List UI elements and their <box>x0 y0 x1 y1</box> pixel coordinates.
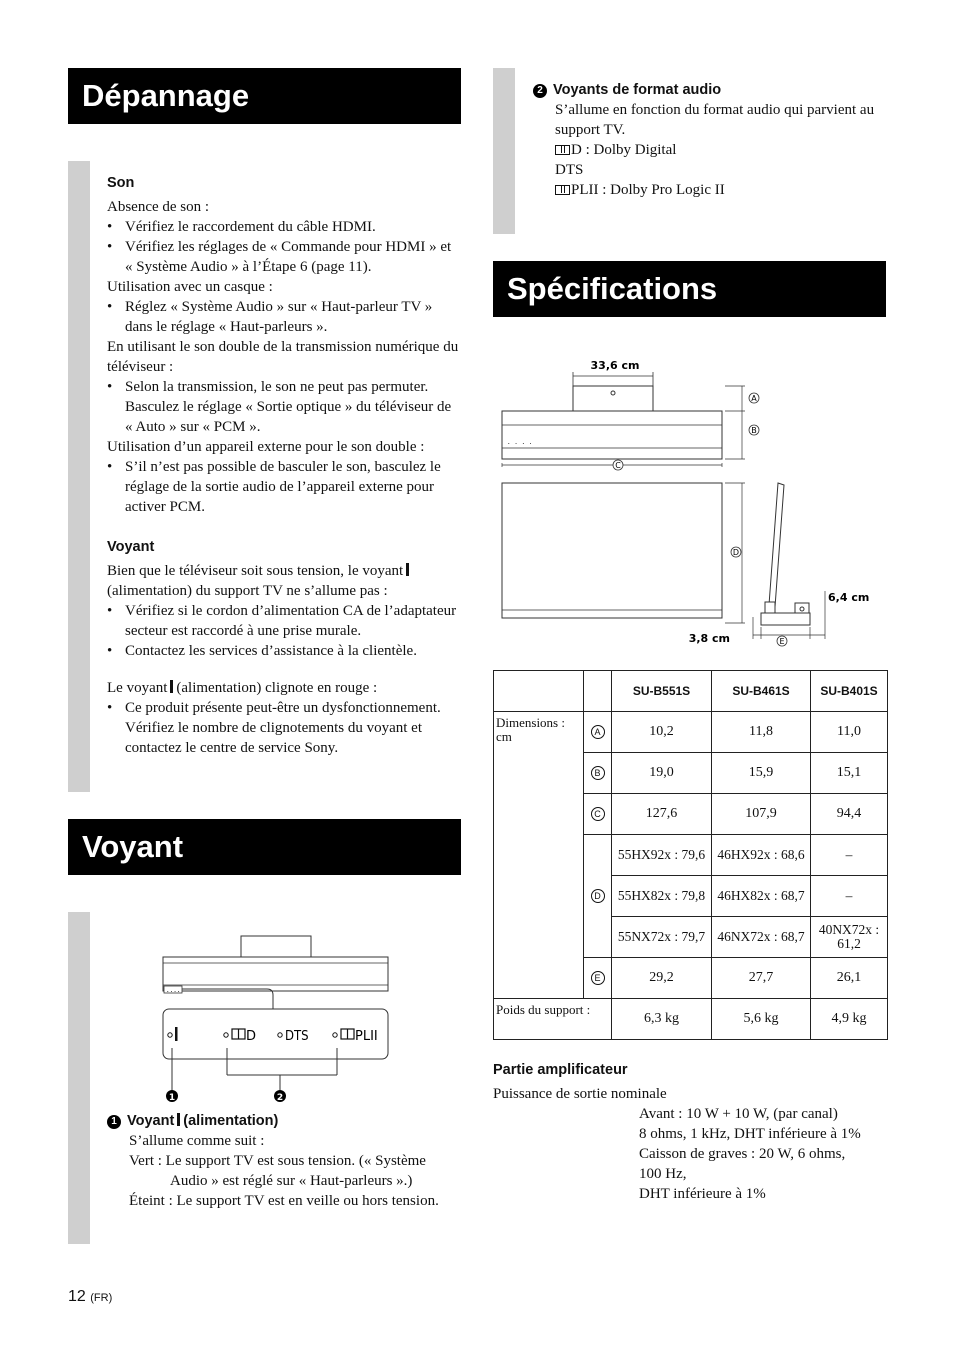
voyant-paragraph-1: Bien que le téléviseur soit sous tension, le voyant (alimentation) du support TV ne s’allume pas : <box>107 561 459 601</box>
voyant-section-title: Voyant <box>68 819 461 875</box>
page-number: 12 (FR) <box>68 1288 113 1305</box>
section-sidebar-bar <box>493 68 515 234</box>
power-icon <box>170 680 173 693</box>
spec-table: SU-B551S SU-B461S SU-B401S Dimensions : cm A 10,2 11,8 11,0 B 19,0 15,9 15,1 C 127,6 107,9 94,4 D 55HX92x : 79,6 46HX92x : 68,6 – 55HX82x : 79,8 46HX82x : 68,7 – 55NX72x : 79,7 46NX72x : 68,7 40NX72x : 61,2 E 29,2 27,7 26,1 Poids du support : 6,3 kg 5,6 kg 4,9 kg <box>493 670 888 1040</box>
dimensions-label: Dimensions : cm <box>494 712 584 999</box>
paragraph: En utilisant le son double de la transmission numérique du téléviseur : <box>107 339 459 375</box>
amplifier-heading: Partie amplificateur <box>493 1062 628 1078</box>
model-header: SU-B401S <box>811 671 888 712</box>
bullet-item: • S’il n’est pas possible de basculer le son, basculez le réglage de la sortie audio de l’appareil externe pour activer PCM. <box>107 457 459 517</box>
section-sidebar-bar <box>68 161 90 792</box>
bullet-item: • Réglez « Système Audio » sur « Haut-parleur TV » dans le réglage « Haut-parleurs ». <box>107 297 459 337</box>
dimension-drawing <box>495 355 875 650</box>
letter-d: D <box>732 548 740 557</box>
bullet-item: • Vérifiez le raccordement du câble HDMI. <box>107 217 459 237</box>
voyant-item-1: 1 Voyant (alimentation) S’allume comme suit : Vert : Le support TV est sous tension. (« Système Audio » est réglé sur « Haut-parleurs ».) Éteint : Le support TV est en veille ou hors tension. <box>107 1111 467 1211</box>
dolby-icon <box>555 185 570 195</box>
indicator-label-d: D <box>246 1029 257 1044</box>
paragraph: Utilisation d’un appareil externe pour le son double : <box>107 439 425 455</box>
paragraph: Utilisation avec un casque : <box>107 279 273 295</box>
audio-format-item: PLII : Dolby Pro Logic II <box>555 180 888 200</box>
amp-line: DHT inférieure à 1% <box>639 1186 766 1202</box>
letter-a: A <box>751 394 757 403</box>
specifications-title: Spécifications <box>493 261 886 317</box>
voyant-heading: Voyant <box>107 539 155 555</box>
paragraph: Absence de son : <box>107 199 210 215</box>
power-icon <box>177 1113 180 1126</box>
amp-line: Avant : 10 W + 10 W, (par canal) <box>639 1106 838 1122</box>
amp-line: Caisson de graves : 20 W, 6 ohms, <box>639 1146 846 1162</box>
letter-b: B <box>751 426 757 435</box>
audio-format-item: DTS <box>555 162 584 178</box>
dolby-icon <box>555 145 570 155</box>
bullet-item: • Selon la transmission, le son ne peut pas permuter. Basculez le réglage « Sortie optique » du téléviseur de « Auto » sur « PCM ». <box>107 377 459 437</box>
amp-line: 100 Hz, <box>639 1166 687 1182</box>
section-sidebar-bar <box>68 912 90 1244</box>
svg-text:....: .... <box>166 987 181 994</box>
audio-format-item: D : Dolby Digital <box>555 140 888 160</box>
item-number-1: 1 <box>107 1115 121 1129</box>
power-icon <box>406 563 409 576</box>
depannage-son <box>107 173 459 758</box>
indicator-label-plii: PLII <box>355 1029 378 1044</box>
voyant-bullets-2 <box>107 698 459 758</box>
width-label: 33,6 cm <box>590 359 640 372</box>
bullet-item: • Contactez les services d’assistance à la clientèle. <box>107 641 459 661</box>
amplifier-section: Partie amplificateur Puissance de sortie nominale Avant : 10 W + 10 W, (par canal) 8 ohms, 1 kHz, DHT inférieure à 1% Caisson de graves : 20 W, 6 ohms, 100 Hz, DHT inférieure à 1% <box>493 1060 888 1204</box>
amplifier-values <box>493 1104 888 1204</box>
voyant-item-2: 2 Voyants de format audio S’allume en fonction du format audio qui parvient au support TV. D : Dolby Digital DTS PLII : Dolby Pro Logic II <box>533 80 888 200</box>
bullet-item: • Vérifiez si le cordon d’alimentation CA de l’adaptateur secteur est raccordé à une prise murale. <box>107 601 459 641</box>
weight-label: Poids du support : <box>494 999 612 1040</box>
voyant-paragraph-2: Le voyant (alimentation) clignote en rouge : <box>107 680 378 696</box>
depth-label: 6,4 cm <box>828 591 870 604</box>
letter-c: C <box>615 461 621 470</box>
callout-1: 1 <box>168 1093 176 1103</box>
svg-text:. . . .: . . . . <box>507 439 533 446</box>
model-header: SU-B551S <box>612 671 712 712</box>
son-text <box>107 197 459 517</box>
depannage-title: Dépannage <box>68 68 461 124</box>
callout-2: 2 <box>276 1093 284 1103</box>
indicator-label-dts: DTS <box>285 1029 309 1044</box>
audio-format-list <box>555 140 888 200</box>
model-header: SU-B461S <box>712 671 811 712</box>
bullet-item: • Vérifiez les réglages de « Commande pour HDMI » et « Système Audio » à l’Étape 6 (page 11). <box>107 237 459 277</box>
letter-e: E <box>779 637 785 646</box>
offset-label: 3,8 cm <box>688 632 730 645</box>
amp-line: 8 ohms, 1 kHz, DHT inférieure à 1% <box>639 1126 861 1142</box>
voyant-bullets-1 <box>107 601 459 661</box>
indicator-diagram <box>155 930 400 1105</box>
item-number-2: 2 <box>533 84 547 98</box>
bullet-item: • Ce produit présente peut-être un dysfonctionnement. Vérifiez le nombre de clignotements du voyant et contactez le centre de service Sony. <box>107 698 459 758</box>
son-heading: Son <box>107 175 135 191</box>
